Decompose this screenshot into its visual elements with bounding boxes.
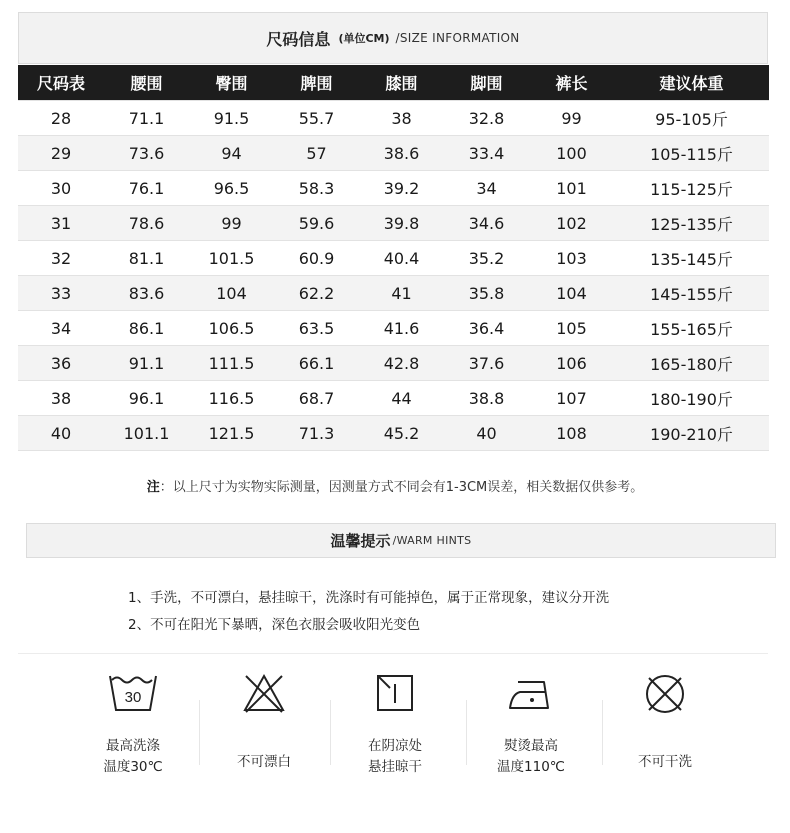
- care-label: 不可干洗: [638, 754, 692, 770]
- measurement-cell: 39.8: [359, 206, 444, 241]
- size-table: [18, 65, 769, 451]
- size-cell: 30: [18, 171, 104, 206]
- table-row: [18, 311, 769, 346]
- size-cell: 32: [18, 241, 104, 276]
- column-header: 腰围: [104, 65, 189, 101]
- care-item-wash-30: [73, 672, 193, 778]
- measurement-cell: 103: [529, 241, 614, 276]
- column-header: 尺码表: [18, 65, 104, 101]
- measurement-cell: 35.2: [444, 241, 529, 276]
- measurement-cell: 41.6: [359, 311, 444, 346]
- size-cell: 28: [18, 101, 104, 136]
- column-header: 膝围: [359, 65, 444, 101]
- table-row: [18, 241, 769, 276]
- size-cell: 40: [18, 416, 104, 451]
- measurement-cell: 34.6: [444, 206, 529, 241]
- care-item-no-bleach: [204, 672, 324, 773]
- warm-hints-title: 温馨提示: [330, 532, 391, 550]
- measurement-cell: 106: [529, 346, 614, 381]
- size-cell: 33: [18, 276, 104, 311]
- measurement-cell: 104: [529, 276, 614, 311]
- care-label: 熨烫最高: [504, 738, 558, 754]
- size-cell: 36: [18, 346, 104, 381]
- warm-hints-header: [26, 523, 776, 558]
- care-label: 悬挂晾干: [368, 759, 422, 775]
- measurement-cell: 99: [189, 206, 274, 241]
- warm-hints-title-en: /WARM HINTS: [392, 534, 472, 547]
- care-item-line-dry-shade: [335, 672, 455, 778]
- note-label: 注: [146, 480, 160, 495]
- measurement-cell: 37.6: [444, 346, 529, 381]
- measurement-cell: 39.2: [359, 171, 444, 206]
- measurement-cell: 83.6: [104, 276, 189, 311]
- measurement-cell: 66.1: [274, 346, 359, 381]
- measurement-cell: 91.1: [104, 346, 189, 381]
- table-row: [18, 206, 769, 241]
- measurement-cell: 32.8: [444, 101, 529, 136]
- table-row: [18, 276, 769, 311]
- measurement-cell: 99: [529, 101, 614, 136]
- size-info-unit: (单位CM): [338, 32, 390, 45]
- measurement-cell: 101.1: [104, 416, 189, 451]
- divider: [18, 653, 768, 654]
- measurement-cell: 104: [189, 276, 274, 311]
- care-divider: [466, 700, 467, 765]
- measurement-cell: 78.6: [104, 206, 189, 241]
- measurement-cell: 36.4: [444, 311, 529, 346]
- measurement-cell: 58.3: [274, 171, 359, 206]
- measurement-cell: 38.6: [359, 136, 444, 171]
- hint-line-2: 2、不可在阳光下暴晒，深色衣服会吸收阳光变色: [128, 617, 421, 633]
- measurement-cell: 59.6: [274, 206, 359, 241]
- line-dry-shade-icon: [374, 672, 416, 714]
- no-dry-clean-icon: [643, 672, 687, 716]
- measurement-cell: 34: [444, 171, 529, 206]
- measurement-cell: 41: [359, 276, 444, 311]
- column-header: 裤长: [529, 65, 614, 101]
- measurement-cell: 33.4: [444, 136, 529, 171]
- table-row: [18, 171, 769, 206]
- measurement-cell: 55.7: [274, 101, 359, 136]
- measurement-cell: 107: [529, 381, 614, 416]
- measurement-cell: 96.1: [104, 381, 189, 416]
- table-row: [18, 101, 769, 136]
- measurement-cell: 38: [359, 101, 444, 136]
- measurement-cell: 102: [529, 206, 614, 241]
- measurement-cell: 35.8: [444, 276, 529, 311]
- measurement-cell: 63.5: [274, 311, 359, 346]
- care-label: 温度30℃: [103, 759, 163, 775]
- measurement-cell: 105-115斤: [614, 136, 769, 171]
- size-cell: 31: [18, 206, 104, 241]
- measurement-cell: 62.2: [274, 276, 359, 311]
- measurement-cell: 81.1: [104, 241, 189, 276]
- measurement-cell: 73.6: [104, 136, 189, 171]
- measurement-cell: 101.5: [189, 241, 274, 276]
- measurement-cell: 71.1: [104, 101, 189, 136]
- measurement-cell: 165-180斤: [614, 346, 769, 381]
- measurement-cell: 40.4: [359, 241, 444, 276]
- measurement-cell: 95-105斤: [614, 101, 769, 136]
- size-info-title: 尺码信息: [266, 29, 331, 49]
- measurement-cell: 111.5: [189, 346, 274, 381]
- measurement-cell: 116.5: [189, 381, 274, 416]
- care-divider: [199, 700, 200, 765]
- care-item-no-dry-clean: [605, 672, 725, 773]
- size-info-title-en: /SIZE INFORMATION: [395, 31, 520, 45]
- measurement-cell: 42.8: [359, 346, 444, 381]
- measurement-cell: 91.5: [189, 101, 274, 136]
- measurement-cell: 60.9: [274, 241, 359, 276]
- measurement-cell: 76.1: [104, 171, 189, 206]
- svg-text:30: 30: [124, 689, 142, 706]
- column-header: 脾围: [274, 65, 359, 101]
- measurement-cell: 121.5: [189, 416, 274, 451]
- iron-low-icon: [506, 672, 556, 714]
- measurement-cell: 96.5: [189, 171, 274, 206]
- measurement-cell: 94: [189, 136, 274, 171]
- measurement-cell: 145-155斤: [614, 276, 769, 311]
- care-label: 不可漂白: [237, 754, 291, 770]
- measurement-cell: 101: [529, 171, 614, 206]
- size-info-header: [18, 12, 768, 64]
- measurement-cell: 115-125斤: [614, 171, 769, 206]
- wash-30-icon: [108, 672, 158, 716]
- table-row: [18, 136, 769, 171]
- measurement-cell: 100: [529, 136, 614, 171]
- measurement-cell: 68.7: [274, 381, 359, 416]
- measurement-cell: 57: [274, 136, 359, 171]
- size-cell: 34: [18, 311, 104, 346]
- measurement-cell: 155-165斤: [614, 311, 769, 346]
- measurement-cell: 135-145斤: [614, 241, 769, 276]
- measurement-cell: 71.3: [274, 416, 359, 451]
- measurement-cell: 86.1: [104, 311, 189, 346]
- measurement-cell: 190-210斤: [614, 416, 769, 451]
- measurement-cell: 44: [359, 381, 444, 416]
- measurement-cell: 125-135斤: [614, 206, 769, 241]
- care-label: 最高洗涤: [106, 738, 160, 754]
- measurement-cell: 38.8: [444, 381, 529, 416]
- measurement-cell: 105: [529, 311, 614, 346]
- table-row: [18, 381, 769, 416]
- care-label: 温度110℃: [497, 759, 565, 775]
- size-cell: 38: [18, 381, 104, 416]
- care-divider: [602, 700, 603, 765]
- table-header-row: [18, 65, 769, 101]
- note-text: ：以上尺寸为实物实际测量，因测量方式不同会有1-3CM误差，相关数据仅供参考。: [159, 480, 644, 495]
- measurement-note: [0, 476, 790, 495]
- table-row: [18, 416, 769, 451]
- size-cell: 29: [18, 136, 104, 171]
- no-bleach-icon: [242, 672, 286, 714]
- measurement-cell: 180-190斤: [614, 381, 769, 416]
- measurement-cell: 45.2: [359, 416, 444, 451]
- care-label: 在阴凉处: [368, 738, 422, 754]
- measurement-cell: 108: [529, 416, 614, 451]
- care-divider: [330, 700, 331, 765]
- table-row: [18, 346, 769, 381]
- measurement-cell: 106.5: [189, 311, 274, 346]
- column-header: 臀围: [189, 65, 274, 101]
- column-header: 建议体重: [614, 65, 769, 101]
- care-item-iron: [471, 672, 591, 778]
- measurement-cell: 40: [444, 416, 529, 451]
- hint-line-1: 1、手洗，不可漂白，悬挂晾干，洗涤时有可能掉色，属于正常现象，建议分开洗: [128, 590, 610, 606]
- column-header: 脚围: [444, 65, 529, 101]
